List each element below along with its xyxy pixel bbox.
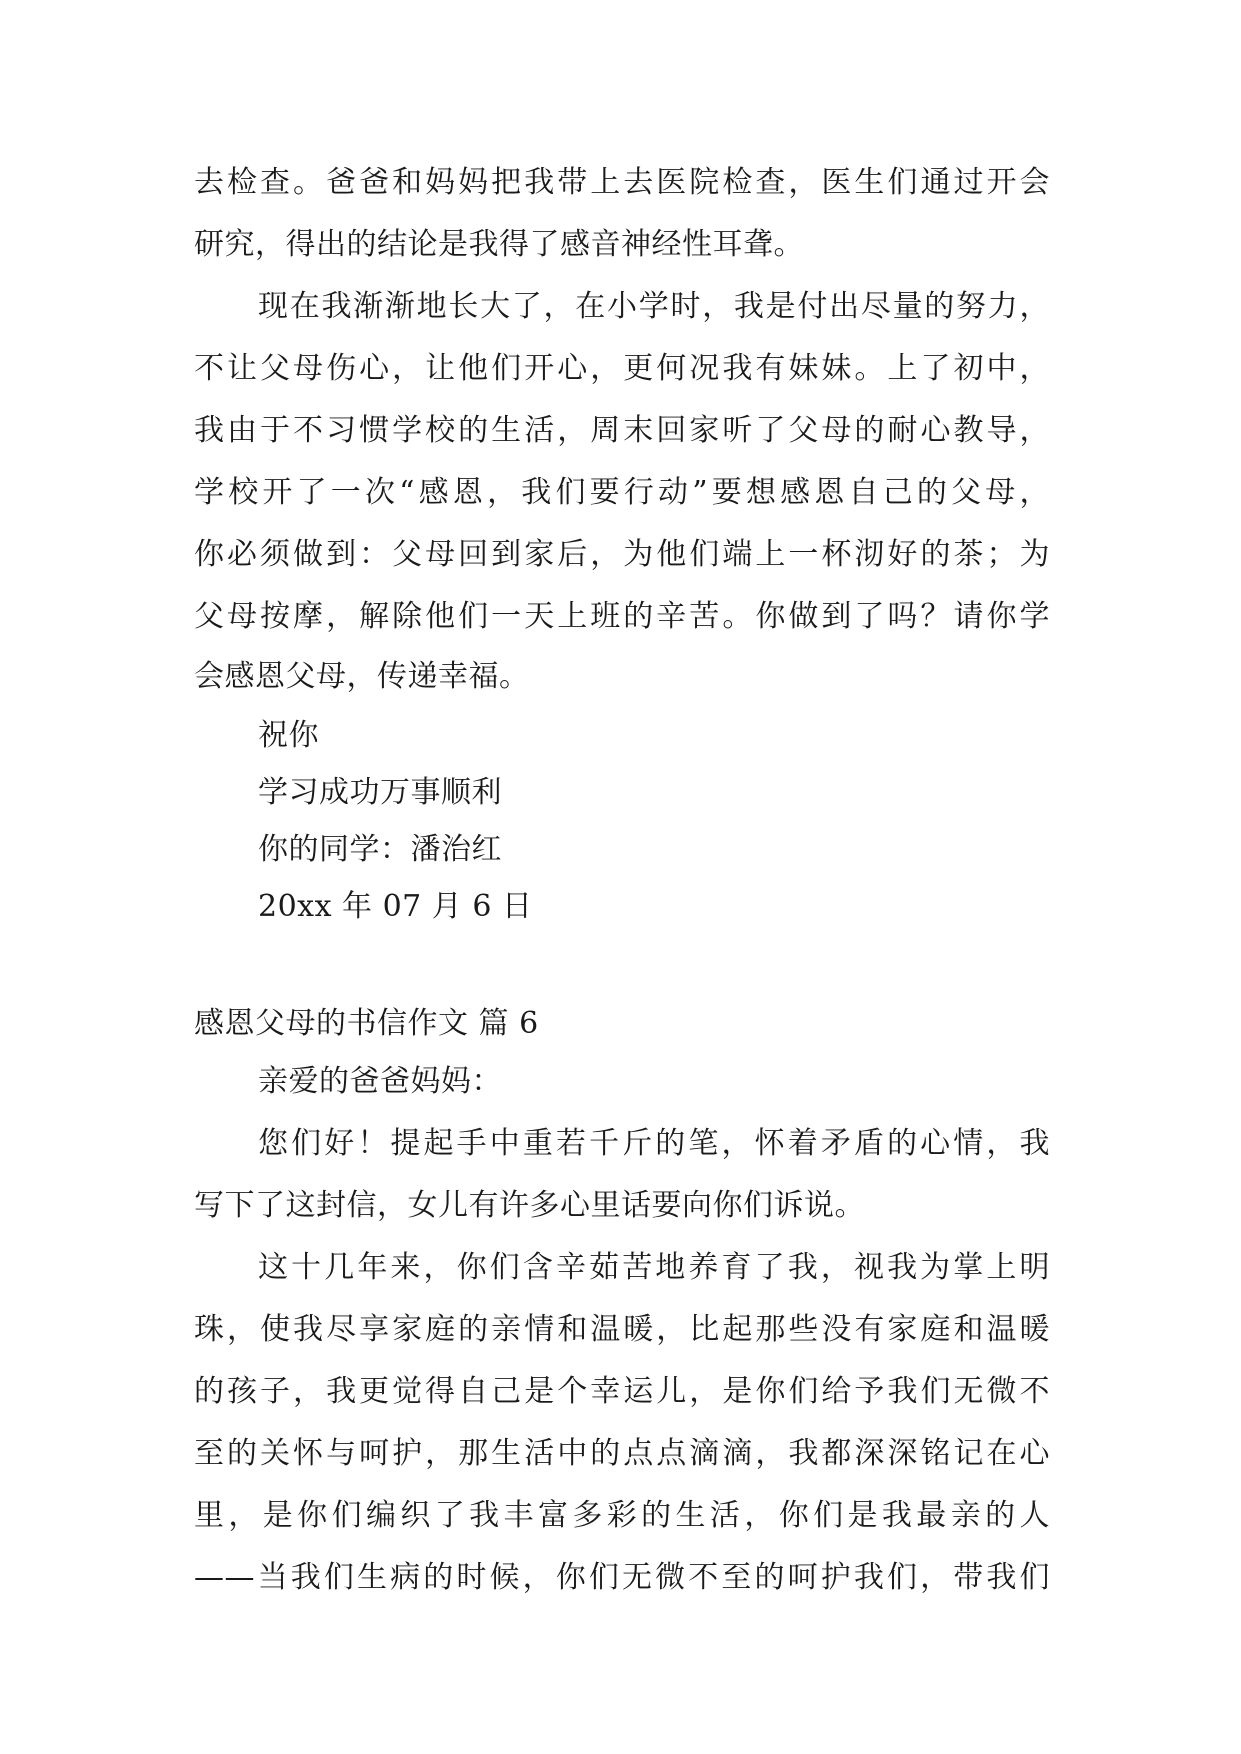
- letter-greeting: 亲爱的爸爸妈妈：: [258, 1064, 502, 1099]
- paragraph-line: 写下了这封信，女儿有许多心里话要向你们诉说。: [194, 1188, 865, 1223]
- paragraph-line: 研究，得出的结论是我得了感音神经性耳聋。: [194, 227, 804, 262]
- paragraph-line: 的孩子，我更觉得自己是个幸运儿，是你们给予我们无微不: [194, 1374, 1050, 1409]
- signature-line: 你的同学：潘治红: [258, 832, 502, 867]
- paragraph-line: 这十几年来，你们含辛茹苦地养育了我，视我为掌上明: [258, 1250, 1050, 1285]
- paragraph-line: 您们好！提起手中重若千斤的笔，怀着矛盾的心情，我: [258, 1126, 1050, 1161]
- closing-wish: 学习成功万事顺利: [258, 775, 502, 810]
- paragraph-line: 我由于不习惯学校的生活，周末回家听了父母的耐心教导，: [194, 413, 1050, 448]
- paragraph-line: 不让父母伤心，让他们开心，更何况我有妹妹。上了初中，: [194, 351, 1050, 386]
- paragraph-line: 至的关怀与呵护，那生活中的点点滴滴，我都深深铭记在心: [194, 1436, 1050, 1471]
- paragraph-line: 现在我渐渐地长大了，在小学时，我是付出尽量的努力，: [258, 289, 1050, 324]
- section-heading: 感恩父母的书信作文 篇 6: [194, 1006, 539, 1041]
- closing-salutation: 祝你: [258, 718, 319, 753]
- date-line: 20xx 年 07 月 6 日: [258, 889, 533, 924]
- paragraph-line: 学校开了一次“感恩，我们要行动”要想感恩自己的父母，: [194, 475, 1050, 510]
- paragraph-line: 你必须做到：父母回到家后，为他们端上一杯沏好的茶；为: [194, 537, 1050, 572]
- paragraph-line: 里，是你们编织了我丰富多彩的生活，你们是我最亲的人: [194, 1498, 1050, 1533]
- paragraph-line: 去检查。爸爸和妈妈把我带上去医院检查，医生们通过开会: [194, 165, 1050, 200]
- paragraph-line: ——当我们生病的时候，你们无微不至的呵护我们，带我们: [194, 1560, 1050, 1595]
- paragraph-line: 会感恩父母，传递幸福。: [194, 659, 530, 694]
- paragraph-line: 珠，使我尽享家庭的亲情和温暖，比起那些没有家庭和温暖: [194, 1312, 1050, 1347]
- paragraph-line: 父母按摩，解除他们一天上班的辛苦。你做到了吗？请你学: [194, 599, 1050, 634]
